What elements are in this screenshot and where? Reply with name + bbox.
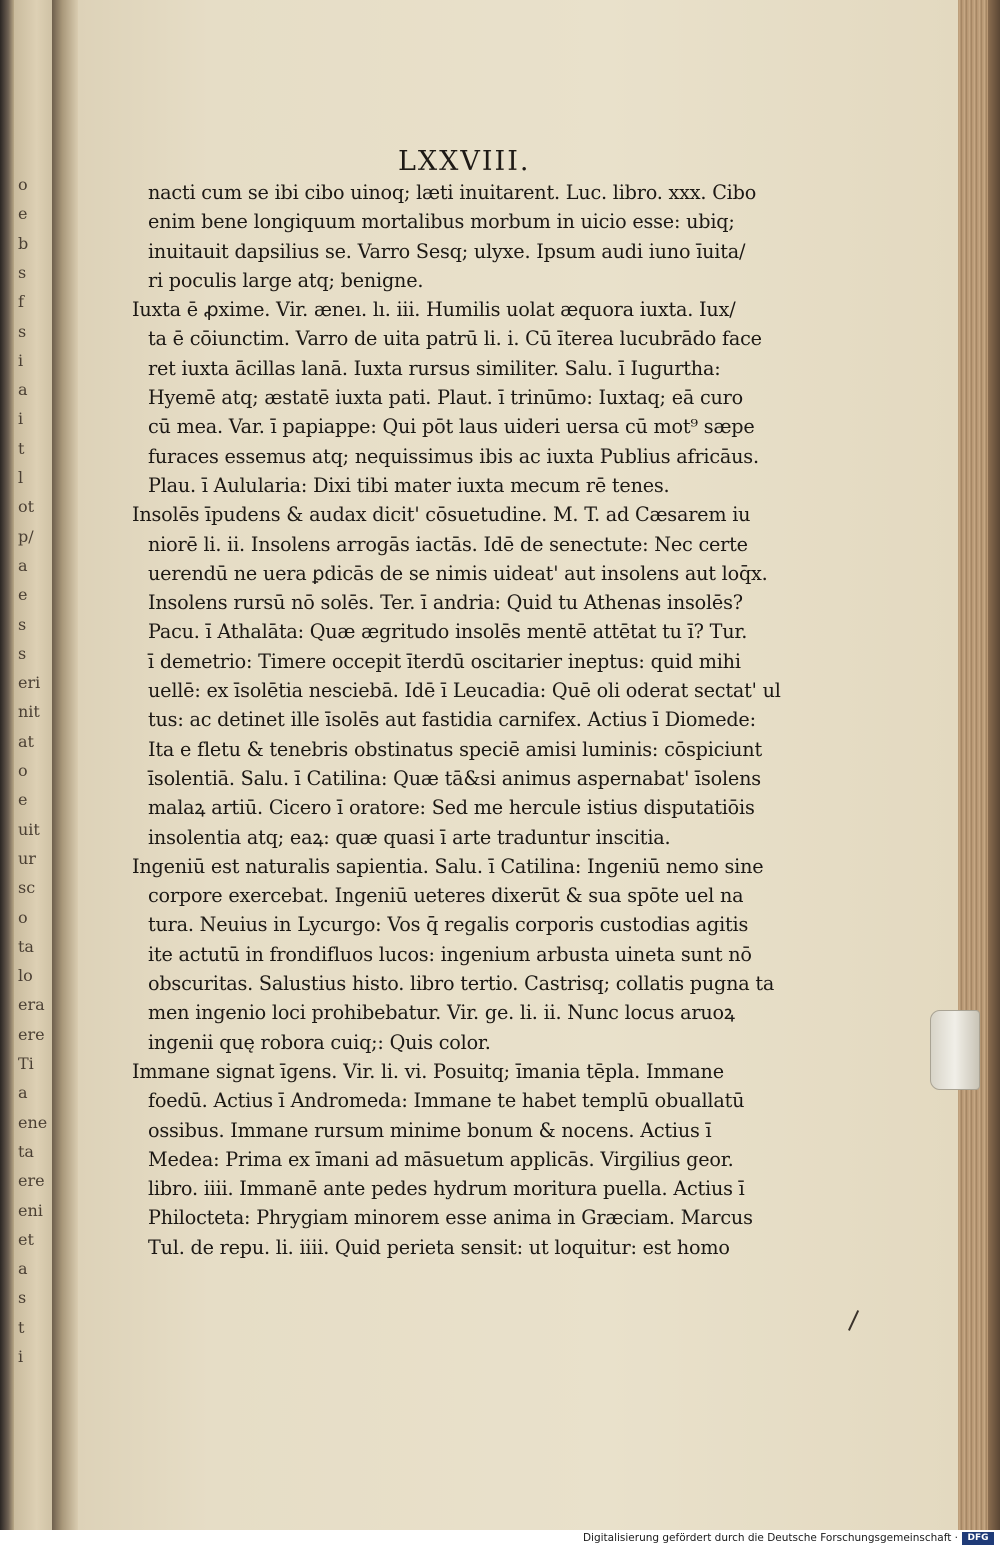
text-line: inuitauit dapsilius se. Varro Sesq; ulyxe. Ipsum audi iuno īuita/ (148, 239, 746, 263)
text-line: Insolēs īpudens & audax dicit' cōsuetudine. M. T. ad Cæsarem iu (132, 503, 751, 527)
text-line: cū mea. Var. ī papiappe: Qui pōt laus uideri uersa cū mot⁹ sæpe (148, 415, 755, 439)
text-line: īsolentiā. Salu. ī Catilina: Quæ tā&si animus aspernabat' īsolens (148, 766, 761, 790)
previous-page-fragment: b (18, 233, 29, 253)
previous-page-fragment: eni (18, 1200, 43, 1220)
previous-page-fragment: ere (18, 1024, 45, 1044)
book-left-edge (0, 0, 14, 1530)
previous-page-fragment: sc (18, 878, 36, 898)
text-line: furaces essemus atq; nequissimus ibis ac iuxta Publius africāus. (148, 444, 759, 468)
previous-page-fragment: s (18, 321, 27, 341)
text-line: ossibus. Immane rursum minime bonum & nocens. Actius ī (148, 1118, 712, 1142)
previous-page-fragment: i (18, 1347, 24, 1366)
text-line: ri poculis large atq; benigne. (148, 268, 424, 292)
previous-page-fragment: ta (18, 936, 34, 956)
previous-page-fragment: et (18, 1229, 34, 1249)
previous-page-fragment: t (18, 438, 25, 458)
previous-page-fragment: p/ (18, 526, 34, 546)
text-line: men ingenio loci prohibebatur. Vir. ge. li. ii. Nunc locus aruoꝝ (148, 1001, 735, 1025)
previous-page-fragment: s (18, 614, 27, 634)
text-line: ret iuxta ācillas lanā. Iuxta rursus similiter. Salu. ī Iugurtha: (148, 356, 721, 380)
book-gutter (52, 0, 78, 1530)
text-line: uellē: ex īsolētia nesciebā. Idē ī Leucadia: Quē oli oderat sectat' ul (148, 679, 781, 703)
text-line: niorē li. ii. Insolens arrogās iactās. Idē de senectute: Nec certe (148, 532, 748, 556)
text-line: Insolens rursū nō solēs. Ter. ī andria: Quid tu Athenas insolēs? (148, 591, 743, 615)
text-line: ite actutū in frondifluos lucos: ingenium arbusta uineta sunt nō (148, 942, 752, 966)
text-line: ta ē cōiunctim. Varro de uita patrū li. i. Cū īterea lucubrādo face (148, 327, 762, 351)
previous-page-fragment: Ti (18, 1054, 34, 1073)
previous-page-fragment: at (18, 731, 34, 751)
text-line: uerendū ne uera ꝑdicās de se nimis uideat' aut insolens aut loq̄x. (148, 561, 768, 585)
previous-page-fragment: o (18, 761, 28, 780)
text-line: Medea: Prima ex īmani ad māsuetum applicās. Virgilius geor. (148, 1147, 734, 1171)
text-line: foedū. Actius ī Andromeda: Immane te habet templū obuallatū (148, 1089, 745, 1113)
previous-page-fragment: e (18, 585, 28, 605)
page-heading: LXXVIII. (398, 146, 531, 177)
text-line: Tul. de repu. li. iiii. Quid perieta sensit: ut loquitur: est homo (148, 1235, 730, 1259)
previous-page-fragment: ene (18, 1112, 48, 1132)
digitization-footer (0, 1530, 1000, 1548)
text-line: enim bene longiquum mortalibus morbum in uicio esse: ubiq; (148, 210, 735, 234)
text-line: tura. Neuius in Lycurgo: Vos q̄ regalis corporis custodias agitis (148, 913, 749, 937)
previous-page-fragment: a (18, 555, 28, 575)
previous-page-fragment: ur (18, 848, 36, 868)
page-body-text (132, 178, 938, 1262)
previous-page-fragment: i (18, 409, 24, 429)
previous-page-strip (14, 0, 52, 1530)
text-line: ī demetrio: Timere occepit īterdū oscitarier ineptus: quid mihi (148, 649, 741, 673)
previous-page-fragment: s (18, 1288, 27, 1308)
text-line: Philoctetа: Phrygiam minorem esse anima in Græciam. Marcus (148, 1206, 753, 1230)
previous-page-fragment: ot (18, 497, 35, 517)
previous-page-fragment: eri (18, 673, 41, 693)
previous-page-fragment: o (18, 907, 28, 927)
previous-page-fragment: ta (18, 1141, 34, 1161)
text-line: insolentia atq; eaꝝ: quæ quasi ī arte traduntur inscitia. (148, 825, 671, 849)
previous-page-fragment: a (18, 1083, 28, 1103)
previous-page-fragment: e (18, 204, 28, 224)
page-edges (958, 0, 1000, 1530)
text-line: nacti cum se ibi cibo uinoq; læti inuitarent. Luc. libro. xxx. Cibo (148, 181, 757, 204)
text-line: libro. iiii. Immanē ante pedes hydrum moritura puella. Actius ī (148, 1177, 745, 1201)
text-line: Immane signat īgens. Vir. li. vi. Posuitq; īmania tēpla. Immane (132, 1059, 724, 1083)
funding-credit: Digitalisierung gefördert durch die Deutsche Forschungsgemeinschaft · (582, 1532, 958, 1544)
text-line: Ingeniū est naturalis sapientia. Salu. ī Catilina: Ingeniū nemo sine (132, 854, 764, 878)
previous-page-fragment: s (18, 643, 27, 663)
text-line: Pacu. ī Athalāta: Quæ ægritudo insolēs mentē attētat tu ī? Tur. (148, 620, 748, 644)
text-line: Hyemē atq; æstatē iuxta pati. Plaut. ī trinūmo: Iuxtaq; eā curo (148, 386, 744, 410)
previous-page-fragment: i (18, 350, 24, 370)
text-line: obscuritas. Salustius histo. libro tertio. Castrisq; collatis pugna ta (148, 972, 775, 996)
previous-page-fragment: s (18, 262, 27, 282)
text-line: malaꝝ artiū. Cicero ī oratore: Sed me hercule istius disputatiōis (148, 796, 755, 820)
text-line: Ita e fletu & tenebris obstinatus speciē amisi luminis: cōspiciunt (148, 737, 762, 761)
text-line: tus: ac detinet ille īsolēs aut fastidia carnifex. Actius ī Diomede: (148, 708, 756, 732)
previous-page-fragment: nit (18, 702, 40, 722)
text-line: Iuxta ē ꝓxime. Vir. æneı. lı. iii. Humilis uolat æquora iuxta. Iux/ (132, 298, 736, 322)
text-line: corpore exercebat. Ingeniū ueteres dixerūt & sua spōte uel na (148, 884, 744, 908)
previous-page-fragment: ere (18, 1171, 45, 1191)
previous-page-fragment: a (18, 1259, 28, 1279)
previous-page-fragment: e (18, 790, 28, 810)
previous-page-fragment: lo (18, 966, 33, 986)
text-line: Plau. ī Aulularia: Dixi tibi mater iuxta mecum rē tenes. (148, 473, 670, 497)
previous-page-fragment: uit (18, 819, 40, 839)
previous-page-fragment: a (18, 380, 28, 400)
previous-page-fragment: t (18, 1317, 25, 1337)
dfg-logo-icon: DFG (962, 1532, 994, 1545)
previous-page-fragment: era (18, 995, 45, 1015)
text-line: ingenii quę robora cuiq;: Quis color. (148, 1030, 491, 1054)
previous-page-fragment: o (18, 175, 28, 194)
previous-page-fragment: l (18, 468, 24, 487)
previous-page-fragment: f (18, 292, 24, 312)
